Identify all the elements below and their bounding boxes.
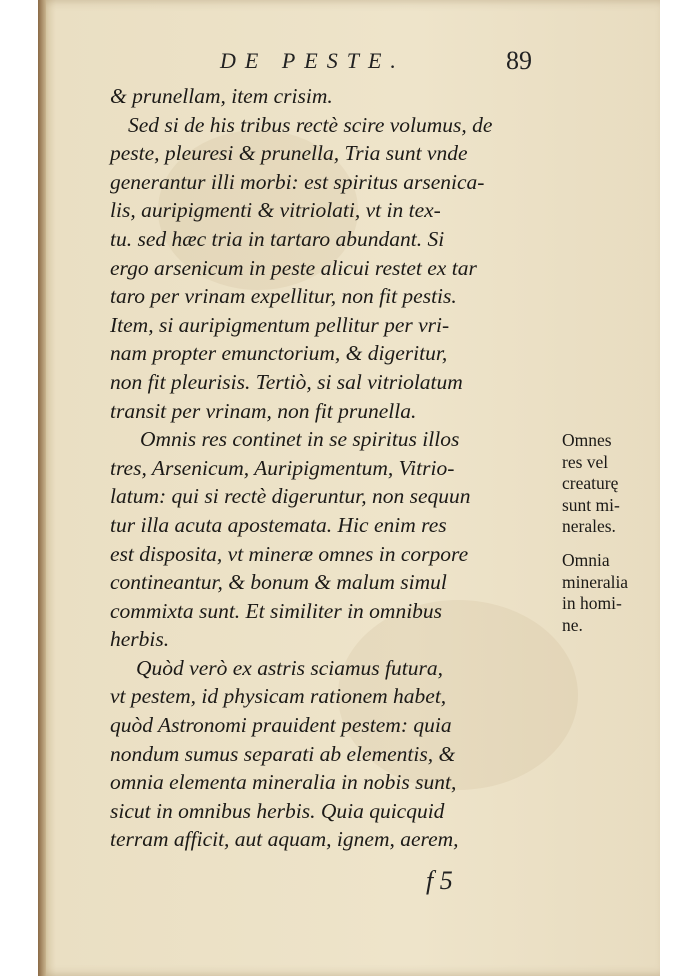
text-line: nondum sumus separati ab elementis, & (110, 741, 456, 766)
text-line: lis, auripigmenti & vitriolati, vt in tex- (110, 198, 441, 223)
text-line: taro per vrinam expellitur, non fit pestis. (110, 284, 457, 309)
marginal-line: sunt mi- (562, 494, 620, 515)
text-line: terram afficit, aut aquam, ignem, aerem, (110, 827, 459, 852)
text-line: Item, si auripigmentum pellitur per vri- (110, 312, 450, 337)
text-line: tres, Arsenicum, Auripigmentum, Vitrio- (110, 455, 455, 480)
page-gutter (38, 0, 46, 976)
text-line: omnia elementa mineralia in nobis sunt, (110, 770, 457, 795)
text-line: herbis. (110, 627, 170, 652)
text-line: non fit pleurisis. Tertiò, si sal vitriolatum (110, 369, 463, 394)
text-line: tur illa acuta apostemata. Hic enim res (110, 512, 447, 537)
marginal-line: creaturę (562, 473, 619, 493)
marginal-line: res vel (562, 451, 609, 472)
marginal-note-1 (562, 430, 620, 538)
text-line: contineantur, & bonum & malum simul (110, 570, 447, 595)
marginal-line: mineralia (562, 571, 629, 592)
signature-mark: f 5 (426, 866, 453, 895)
marginal-line: Omnes (562, 430, 612, 450)
marginal-line: in homi- (562, 593, 622, 613)
text-line: Quòd verò ex astris sciamus futura, (136, 655, 443, 680)
marginal-note-2 (562, 550, 628, 636)
text-line: generantur illi morbi: est spiritus arsenica- (110, 169, 485, 194)
text-line: tu. sed hæc tria in tartaro abundant. Si (110, 226, 445, 251)
text-line: Sed si de his tribus rectè scire volumus, de (128, 112, 493, 137)
text-line: commixta sunt. Et similiter in omnibus (110, 598, 443, 623)
marginal-line: Omnia (562, 550, 610, 570)
running-head: DE PESTE. (220, 48, 405, 73)
book-page (38, 0, 660, 976)
text-line: transit per vrinam, non fit prunella. (110, 398, 417, 423)
text-line: latum: qui si rectè digeruntur, non sequun (110, 484, 471, 509)
page-number: 89 (506, 46, 532, 75)
text-line: Omnis res continet in se spiritus illos (140, 427, 460, 452)
marginal-line: ne. (562, 614, 583, 635)
text-line: peste, pleuresi & prunella, Tria sunt vnde (110, 141, 468, 166)
text-line: vt pestem, id physicam rationem habet, (110, 684, 447, 709)
marginal-line: nerales. (562, 516, 616, 536)
text-line: sicut in omnibus herbis. Quia quicquid (110, 798, 445, 823)
body-text (110, 82, 580, 854)
text-line: est disposita, vt mineræ omnes in corpore (110, 541, 469, 566)
text-line: quòd Astronomi prauident pestem: quia (110, 713, 452, 738)
text-line: ergo arsenicum in peste alicui restet ex tar (110, 255, 477, 280)
text-line: nam propter emunctorium, & digeritur, (110, 341, 448, 366)
text-line: & prunellam, item crisim. (110, 84, 333, 108)
